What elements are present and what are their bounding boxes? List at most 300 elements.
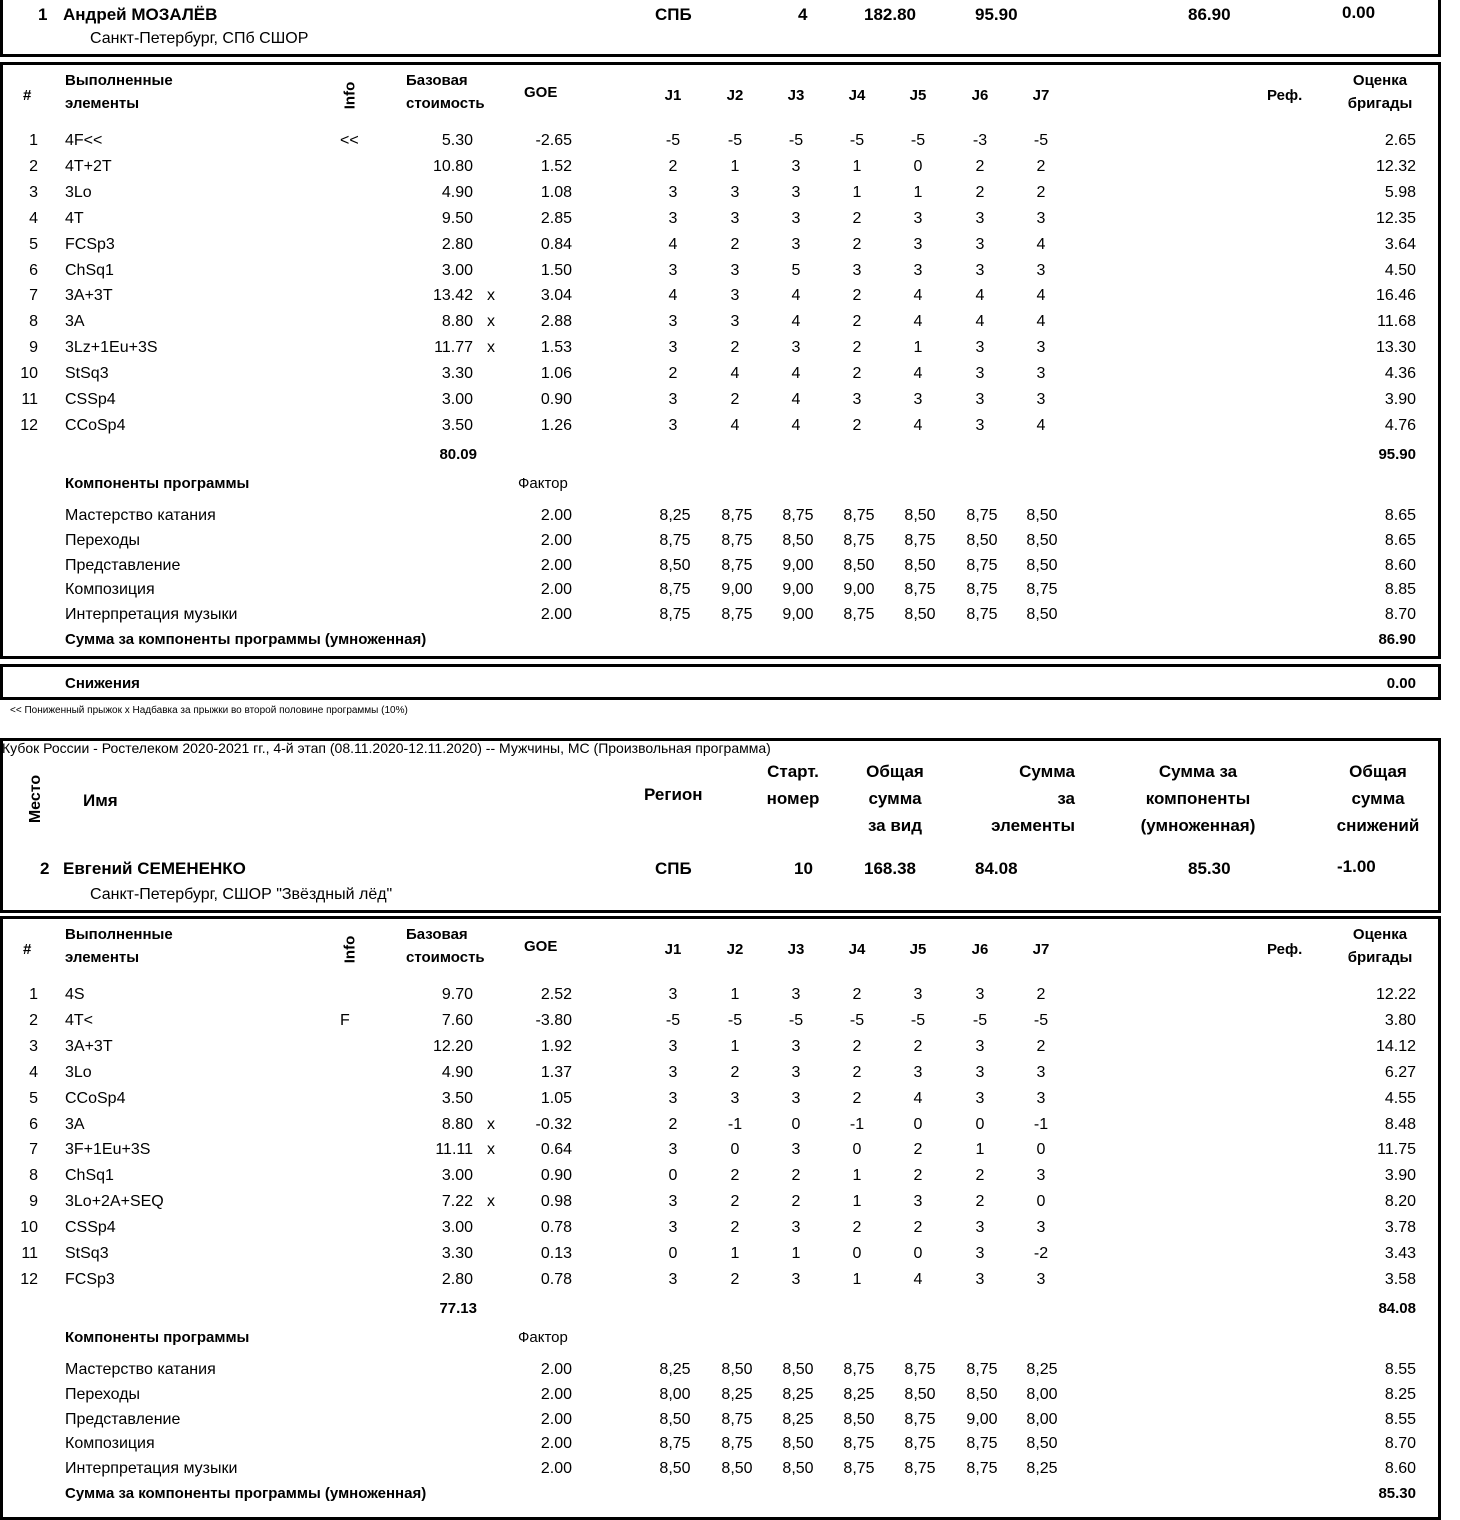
- element-judge-score: 3: [1036, 210, 1046, 227]
- component-factor: 2.00: [540, 581, 572, 598]
- element-code: 3A+3T: [65, 287, 113, 304]
- element-bonus-mark: x: [487, 1193, 495, 1210]
- element-judge-score: 3: [730, 210, 740, 227]
- element-judge-score: 3: [730, 1090, 740, 1107]
- element-judge-score: 4: [791, 313, 801, 330]
- component-factor: 2.00: [540, 1386, 572, 1403]
- element-judge-score: 3: [913, 236, 923, 253]
- element-base: 3.50: [441, 417, 473, 434]
- element-judge-score: 4: [730, 417, 740, 434]
- element-num: 1: [29, 986, 38, 1003]
- component-factor: 2.00: [540, 1361, 572, 1378]
- element-judge-score: 1: [852, 1193, 862, 1210]
- element-base: 3.00: [441, 391, 473, 408]
- element-judge-score: 3: [1036, 1064, 1046, 1081]
- component-name: Интерпретация музыки: [65, 606, 238, 623]
- element-judge-score: 2: [730, 1271, 740, 1288]
- element-judge-score: 2: [730, 236, 740, 253]
- component-judge-score: 8,75: [966, 1460, 998, 1477]
- element-judge-score: 5: [791, 262, 801, 279]
- element-judge-score: 2: [730, 339, 740, 356]
- element-judge-score: 3: [791, 339, 801, 356]
- element-judge-score: 2: [1036, 184, 1046, 201]
- element-info: <<: [340, 132, 359, 149]
- component-panel-score: 8.60: [1384, 1460, 1416, 1477]
- element-judge-score: 0: [791, 1116, 801, 1133]
- element-judge-score: 2: [913, 1167, 923, 1184]
- component-factor: 2.00: [540, 507, 572, 524]
- element-base: 7.60: [441, 1012, 473, 1029]
- element-num: 10: [20, 1219, 38, 1236]
- component-name: Переходы: [65, 1386, 141, 1403]
- component-factor: 2.00: [540, 1460, 572, 1477]
- element-judge-score: 3: [668, 1219, 678, 1236]
- component-name: Представление: [65, 557, 181, 574]
- element-judge-score: 3: [1036, 391, 1046, 408]
- element-base: 9.50: [441, 210, 473, 227]
- col-judge: J2: [726, 941, 744, 958]
- element-judge-score: -1: [1033, 1116, 1049, 1133]
- element-num: 8: [29, 1167, 38, 1184]
- element-bonus-mark: x: [487, 287, 495, 304]
- element-num: 3: [29, 1038, 38, 1055]
- element-code: 3Lo+2A+SEQ: [65, 1193, 164, 1210]
- component-judge-score: 8,75: [966, 606, 998, 623]
- element-judge-score: 3: [668, 262, 678, 279]
- element-judge-score: 3: [791, 184, 801, 201]
- element-judge-score: 4: [1036, 313, 1046, 330]
- header-region: Регион: [644, 785, 703, 804]
- element-judge-score: -2: [1033, 1245, 1049, 1262]
- element-judge-score: -5: [1033, 1012, 1049, 1029]
- element-code: ChSq1: [65, 262, 114, 279]
- element-judge-score: 2: [1036, 1038, 1046, 1055]
- component-panel-score: 8.55: [1384, 1411, 1416, 1428]
- element-goe: -0.32: [535, 1116, 572, 1133]
- components-total: 86.90: [1378, 631, 1416, 648]
- element-panel-score: 6.27: [1384, 1064, 1416, 1081]
- element-goe: 2.88: [540, 313, 572, 330]
- element-judge-score: 2: [1036, 158, 1046, 175]
- component-judge-score: 8,75: [843, 1361, 875, 1378]
- element-base: 4.90: [441, 1064, 473, 1081]
- component-judge-score: 8,25: [659, 507, 691, 524]
- header-elements-line: Сумма: [1019, 762, 1075, 781]
- element-panel-score: 3.80: [1384, 1012, 1416, 1029]
- element-num: 8: [29, 313, 38, 330]
- element-judge-score: -5: [727, 132, 743, 149]
- header-total-line: сумма: [868, 789, 922, 808]
- element-judge-score: 1: [975, 1141, 985, 1158]
- component-judge-score: 8,00: [1026, 1386, 1058, 1403]
- component-judge-score: 8,50: [966, 1386, 998, 1403]
- skater1-elements-score: 95.90: [975, 5, 1018, 24]
- element-judge-score: 1: [852, 1167, 862, 1184]
- element-panel-score: 5.98: [1384, 184, 1416, 201]
- component-judge-score: 8,75: [966, 557, 998, 574]
- component-judge-score: 8,00: [1026, 1411, 1058, 1428]
- element-code: 3A: [65, 1116, 85, 1133]
- component-factor: 2.00: [540, 1435, 572, 1452]
- components-sum-label: Сумма за компоненты программы (умноженная): [65, 1485, 427, 1502]
- element-base: 3.00: [441, 1167, 473, 1184]
- element-base: 2.80: [441, 236, 473, 253]
- col-elements-line: элементы: [65, 95, 140, 112]
- element-panel-score: 8.48: [1384, 1116, 1416, 1133]
- element-goe: 0.64: [540, 1141, 572, 1158]
- col-panel-line: Оценка: [1352, 72, 1408, 89]
- element-base: 8.80: [441, 1116, 473, 1133]
- component-panel-score: 8.65: [1384, 532, 1416, 549]
- element-judge-score: 2: [791, 1193, 801, 1210]
- component-panel-score: 8.85: [1384, 581, 1416, 598]
- component-judge-score: 8,75: [843, 1460, 875, 1477]
- component-judge-score: 8,75: [904, 1435, 936, 1452]
- component-judge-score: 8,50: [843, 1411, 875, 1428]
- element-judge-score: -3: [972, 132, 988, 149]
- element-judge-score: 0: [852, 1245, 862, 1262]
- factor-label: Фактор: [518, 1329, 568, 1346]
- element-judge-score: 3: [1036, 1167, 1046, 1184]
- skater2-components-score: 85.30: [1188, 859, 1231, 878]
- element-num: 12: [20, 1271, 38, 1288]
- component-judge-score: 9,00: [721, 581, 753, 598]
- element-num: 1: [29, 132, 38, 149]
- component-panel-score: 8.70: [1384, 606, 1416, 623]
- element-judge-score: 4: [791, 365, 801, 382]
- element-num: 6: [29, 262, 38, 279]
- element-judge-score: 3: [668, 1193, 678, 1210]
- legend-note: << Пониженный прыжок x Надбавка за прыжки во второй половине программы (10%): [10, 705, 408, 716]
- component-judge-score: 8,25: [721, 1386, 753, 1403]
- col-judge: J7: [1032, 941, 1050, 958]
- element-panel-score: 3.43: [1384, 1245, 1416, 1262]
- element-judge-score: 3: [975, 339, 985, 356]
- element-judge-score: 3: [975, 262, 985, 279]
- component-judge-score: 9,00: [782, 606, 814, 623]
- element-judge-score: 0: [852, 1141, 862, 1158]
- skater1-deductions-box: [0, 664, 1441, 700]
- component-judge-score: 8,50: [782, 1435, 814, 1452]
- elements-total: 84.08: [1378, 1300, 1416, 1317]
- element-panel-score: 14.12: [1375, 1038, 1416, 1055]
- element-num: 9: [29, 1193, 38, 1210]
- element-judge-score: 4: [730, 365, 740, 382]
- skater1-name: Андрей МОЗАЛЁВ: [63, 5, 218, 24]
- element-judge-score: 3: [668, 1038, 678, 1055]
- element-judge-score: 4: [975, 287, 985, 304]
- element-judge-score: 2: [852, 417, 862, 434]
- element-base: 5.30: [441, 132, 473, 149]
- element-code: 3A: [65, 313, 85, 330]
- element-base: 3.00: [441, 262, 473, 279]
- element-goe: 0.90: [540, 1167, 572, 1184]
- element-judge-score: 3: [975, 1245, 985, 1262]
- element-bonus-mark: x: [487, 313, 495, 330]
- element-judge-score: -5: [849, 132, 865, 149]
- col-judge: J1: [664, 87, 682, 104]
- element-judge-score: -5: [788, 1012, 804, 1029]
- element-code: 3A+3T: [65, 1038, 113, 1055]
- element-judge-score: 2: [852, 986, 862, 1003]
- event-line: Кубок России - Ростелеком 2020-2021 гг., 4-й этап (08.11.2020-12.11.2020) -- Мужчины, МС (Произвольная программа): [2, 740, 771, 756]
- element-base: 4.90: [441, 184, 473, 201]
- element-panel-score: 12.35: [1375, 210, 1416, 227]
- component-factor: 2.00: [540, 606, 572, 623]
- col-judge: J1: [664, 941, 682, 958]
- element-judge-score: 2: [1036, 986, 1046, 1003]
- element-judge-score: 4: [913, 1090, 923, 1107]
- element-panel-score: 8.20: [1384, 1193, 1416, 1210]
- element-judge-score: -5: [788, 132, 804, 149]
- element-num: 7: [29, 1141, 38, 1158]
- element-judge-score: 3: [791, 1064, 801, 1081]
- component-judge-score: 8,75: [659, 606, 691, 623]
- col-judge: J4: [848, 87, 866, 104]
- element-judge-score: 4: [913, 287, 923, 304]
- element-judge-score: 0: [1036, 1141, 1046, 1158]
- element-judge-score: 3: [975, 417, 985, 434]
- element-goe: 0.84: [540, 236, 572, 253]
- element-base: 3.00: [441, 1219, 473, 1236]
- skater1-rank: 1: [38, 5, 48, 24]
- element-panel-score: 3.90: [1384, 391, 1416, 408]
- component-name: Мастерство катания: [65, 507, 216, 524]
- col-panel-line: бригады: [1347, 95, 1413, 112]
- element-bonus-mark: x: [487, 1141, 495, 1158]
- header-deductions-line: снижений: [1336, 816, 1420, 835]
- element-code: 4T+2T: [65, 158, 112, 175]
- element-goe: 0.90: [540, 391, 572, 408]
- component-judge-score: 8,75: [721, 557, 753, 574]
- col-panel-line: Оценка: [1352, 926, 1408, 943]
- element-judge-score: 3: [730, 184, 740, 201]
- element-judge-score: 0: [913, 158, 923, 175]
- element-goe: 0.13: [540, 1245, 572, 1262]
- component-panel-score: 8.55: [1384, 1361, 1416, 1378]
- element-judge-score: 2: [913, 1141, 923, 1158]
- component-judge-score: 8,50: [721, 1361, 753, 1378]
- components-total: 85.30: [1378, 1485, 1416, 1502]
- element-panel-score: 3.58: [1384, 1271, 1416, 1288]
- elements-total: 95.90: [1378, 446, 1416, 463]
- element-judge-score: -5: [910, 1012, 926, 1029]
- element-judge-score: 1: [852, 184, 862, 201]
- element-judge-score: 1: [913, 184, 923, 201]
- skater2-name: Евгений СЕМЕНЕНКО: [63, 859, 246, 878]
- element-judge-score: -5: [727, 1012, 743, 1029]
- element-goe: 1.26: [540, 417, 572, 434]
- element-judge-score: 1: [730, 1245, 740, 1262]
- factor-label: Фактор: [518, 475, 568, 492]
- element-info: F: [340, 1012, 350, 1029]
- element-judge-score: 3: [668, 339, 678, 356]
- element-judge-score: 0: [913, 1116, 923, 1133]
- col-info: Info: [341, 81, 359, 110]
- element-panel-score: 16.46: [1375, 287, 1416, 304]
- element-num: 5: [29, 236, 38, 253]
- element-judge-score: 3: [975, 210, 985, 227]
- element-judge-score: 3: [975, 365, 985, 382]
- component-judge-score: 9,00: [782, 581, 814, 598]
- element-judge-score: 3: [730, 313, 740, 330]
- component-name: Композиция: [65, 581, 155, 598]
- element-judge-score: 1: [913, 339, 923, 356]
- component-judge-score: 8,75: [904, 1361, 936, 1378]
- element-judge-score: -5: [972, 1012, 988, 1029]
- col-base-line: стоимость: [406, 949, 485, 966]
- element-judge-score: 2: [852, 210, 862, 227]
- element-judge-score: 4: [1036, 236, 1046, 253]
- element-judge-score: -1: [849, 1116, 865, 1133]
- element-goe: 1.92: [540, 1038, 572, 1055]
- element-panel-score: 4.55: [1384, 1090, 1416, 1107]
- element-goe: 0.78: [540, 1271, 572, 1288]
- element-judge-score: -5: [849, 1012, 865, 1029]
- component-judge-score: 8,50: [904, 606, 936, 623]
- component-judge-score: 9,00: [782, 557, 814, 574]
- element-judge-score: 3: [668, 417, 678, 434]
- element-panel-score: 13.30: [1375, 339, 1416, 356]
- element-bonus-mark: x: [487, 1116, 495, 1133]
- element-code: StSq3: [65, 1245, 109, 1262]
- element-goe: 2.85: [540, 210, 572, 227]
- col-judge: J5: [909, 941, 927, 958]
- element-goe: 1.05: [540, 1090, 572, 1107]
- element-judge-score: 2: [668, 365, 678, 382]
- element-code: StSq3: [65, 365, 109, 382]
- component-judge-score: 8,25: [843, 1386, 875, 1403]
- element-goe: 1.52: [540, 158, 572, 175]
- header-components-line: (умноженная): [1140, 816, 1256, 835]
- element-code: 3F+1Eu+3S: [65, 1141, 151, 1158]
- element-base: 13.42: [432, 287, 473, 304]
- element-judge-score: 2: [852, 1038, 862, 1055]
- element-judge-score: 2: [668, 1116, 678, 1133]
- element-num: 11: [21, 1245, 38, 1262]
- element-judge-score: 2: [730, 1167, 740, 1184]
- element-num: 4: [29, 210, 38, 227]
- header-components-line: компоненты: [1145, 789, 1251, 808]
- element-judge-score: 4: [1036, 417, 1046, 434]
- element-judge-score: 3: [791, 1090, 801, 1107]
- element-judge-score: 4: [791, 287, 801, 304]
- element-judge-score: 3: [852, 391, 862, 408]
- element-base: 12.20: [432, 1038, 473, 1055]
- element-code: 4S: [65, 986, 85, 1003]
- component-judge-score: 8,50: [904, 507, 936, 524]
- element-judge-score: 3: [913, 1064, 923, 1081]
- component-factor: 2.00: [540, 557, 572, 574]
- element-goe: 2.52: [540, 986, 572, 1003]
- element-judge-score: 3: [913, 1193, 923, 1210]
- component-judge-score: 8,75: [721, 1435, 753, 1452]
- component-judge-score: 8,25: [659, 1361, 691, 1378]
- component-judge-score: 8,75: [659, 532, 691, 549]
- component-judge-score: 8,75: [843, 1435, 875, 1452]
- components-sum-label: Сумма за компоненты программы (умноженная): [65, 631, 427, 648]
- element-judge-score: 3: [668, 1064, 678, 1081]
- element-judge-score: 4: [791, 417, 801, 434]
- element-judge-score: 4: [913, 313, 923, 330]
- component-judge-score: 8,75: [966, 1361, 998, 1378]
- header-total-line: Общая: [866, 762, 924, 781]
- element-num: 3: [29, 184, 38, 201]
- element-judge-score: 4: [668, 287, 678, 304]
- col-base-line: Базовая: [406, 72, 468, 89]
- component-judge-score: 8,75: [966, 1435, 998, 1452]
- element-judge-score: 3: [913, 986, 923, 1003]
- element-num: 12: [20, 417, 38, 434]
- element-judge-score: 0: [1036, 1193, 1046, 1210]
- element-judge-score: 2: [852, 1219, 862, 1236]
- element-judge-score: 4: [1036, 287, 1046, 304]
- skater1-deductions-total: 0.00: [1386, 675, 1416, 692]
- component-factor: 2.00: [540, 532, 572, 549]
- col-num: #: [23, 941, 32, 958]
- element-judge-score: 3: [913, 210, 923, 227]
- element-judge-score: 2: [852, 287, 862, 304]
- element-num: 9: [29, 339, 38, 356]
- col-ref: Реф.: [1267, 941, 1303, 958]
- component-panel-score: 8.25: [1384, 1386, 1416, 1403]
- element-panel-score: 11.68: [1377, 313, 1416, 330]
- element-judge-score: 3: [791, 210, 801, 227]
- element-base: 2.80: [441, 1271, 473, 1288]
- element-judge-score: 3: [913, 262, 923, 279]
- component-judge-score: 8,75: [966, 507, 998, 524]
- element-code: CSSp4: [65, 1219, 116, 1236]
- col-judge: J6: [971, 941, 989, 958]
- skater2-deductions: -1.00: [1337, 857, 1376, 876]
- component-judge-score: 8,75: [904, 532, 936, 549]
- component-name: Интерпретация музыки: [65, 1460, 238, 1477]
- component-judge-score: 8,50: [782, 532, 814, 549]
- component-panel-score: 8.65: [1384, 507, 1416, 524]
- header-start-num-line: номер: [766, 789, 820, 808]
- element-judge-score: 3: [975, 236, 985, 253]
- component-judge-score: 8,75: [659, 581, 691, 598]
- component-judge-score: 8,25: [782, 1411, 814, 1428]
- element-base: 3.50: [441, 1090, 473, 1107]
- component-judge-score: 8,50: [659, 1460, 691, 1477]
- col-panel-line: бригады: [1347, 949, 1413, 966]
- component-judge-score: 8,75: [782, 507, 814, 524]
- component-judge-score: 8,75: [966, 581, 998, 598]
- element-code: 3Lz+1Eu+3S: [65, 339, 158, 356]
- skater2-start: 10: [794, 859, 813, 878]
- element-num: 6: [29, 1116, 38, 1133]
- skater1-region: СПБ: [655, 5, 692, 24]
- element-judge-score: 2: [730, 1219, 740, 1236]
- col-judge: J2: [726, 87, 744, 104]
- element-base: 11.77: [434, 339, 473, 356]
- element-code: FCSp3: [65, 1271, 115, 1288]
- element-goe: 1.53: [540, 339, 572, 356]
- element-judge-score: 1: [852, 158, 862, 175]
- element-base: 7.22: [441, 1193, 473, 1210]
- element-judge-score: 1: [852, 1271, 862, 1288]
- element-judge-score: 3: [975, 1271, 985, 1288]
- component-judge-score: 8,75: [721, 507, 753, 524]
- header-total-line: за вид: [867, 816, 923, 835]
- element-judge-score: 2: [913, 1219, 923, 1236]
- element-judge-score: 3: [791, 236, 801, 253]
- skater2-rank: 2: [40, 859, 50, 878]
- component-judge-score: 8,50: [1026, 1435, 1058, 1452]
- element-judge-score: 3: [668, 391, 678, 408]
- element-judge-score: 2: [791, 1167, 801, 1184]
